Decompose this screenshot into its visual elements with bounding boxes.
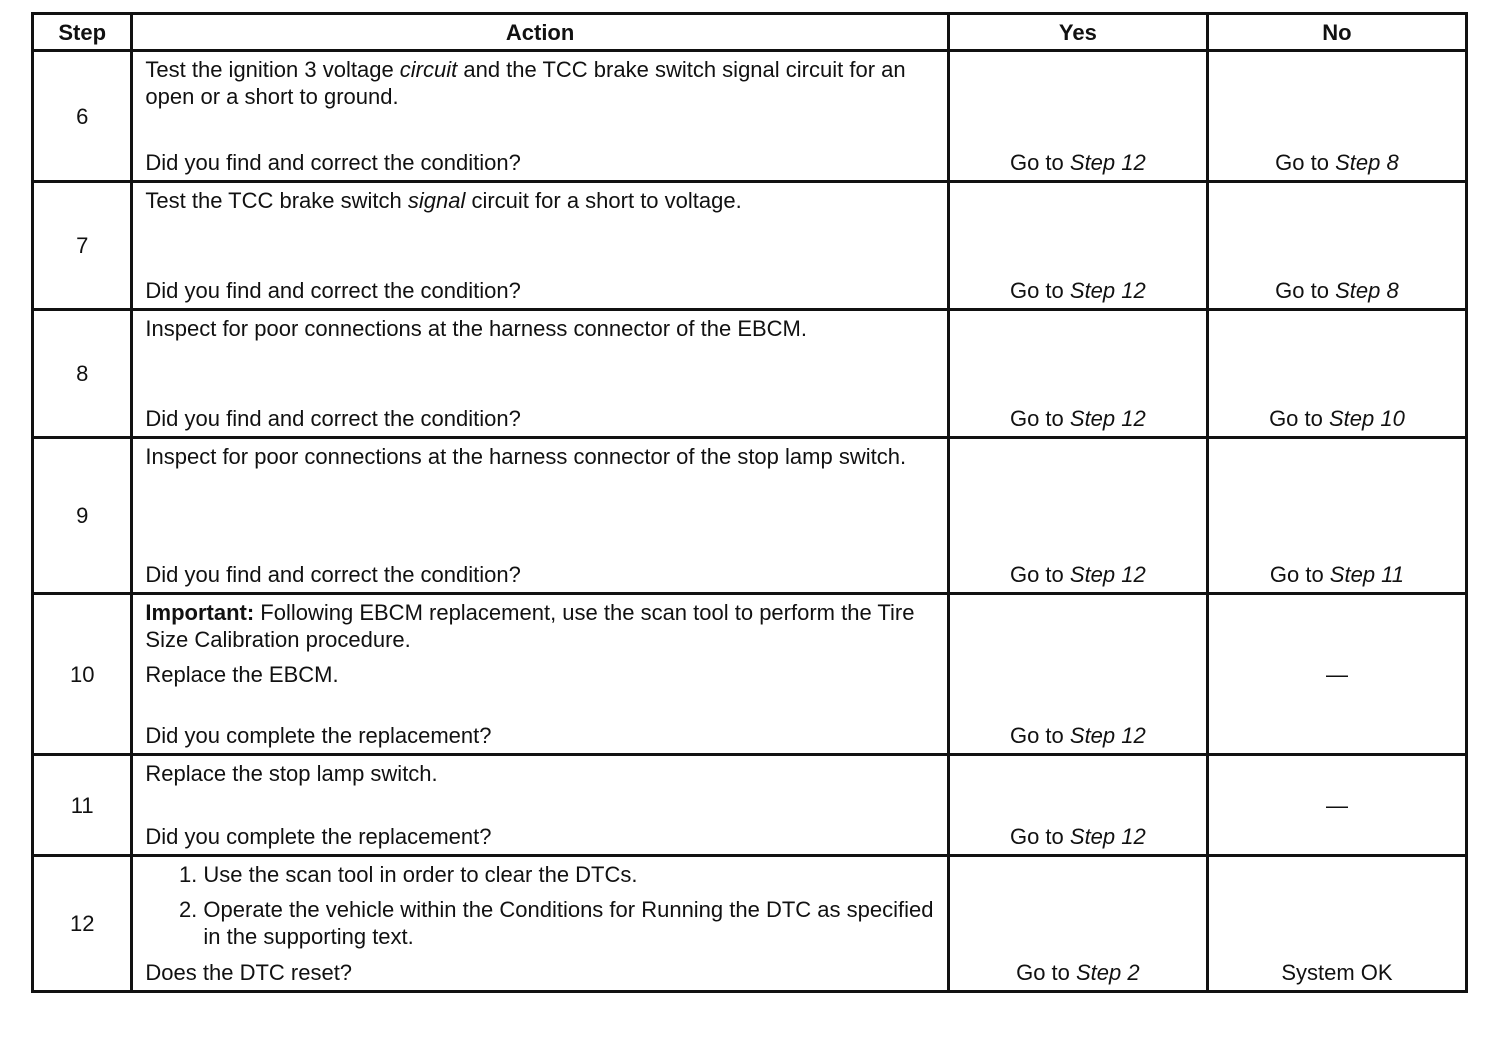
action-cell xyxy=(132,310,948,438)
action-text: Test the TCC brake switch signal circuit for a short to voltage. xyxy=(145,188,742,213)
yes-cell: Go to Step 2 xyxy=(948,856,1207,992)
table-row xyxy=(33,310,1467,438)
action-prompt: Did you complete the replacement? xyxy=(145,824,492,849)
no-cell: — xyxy=(1207,755,1466,856)
action-prompt: Does the DTC reset? xyxy=(145,960,353,985)
action-cell xyxy=(132,594,948,755)
yes-cell: Go to Step 12 xyxy=(948,51,1207,182)
table-row xyxy=(33,51,1467,182)
step-number: 9 xyxy=(33,438,132,594)
action-cell xyxy=(132,438,948,594)
action-cell xyxy=(132,755,948,856)
step-number: 12 xyxy=(33,856,132,992)
header-yes: Yes xyxy=(948,14,1207,51)
action-text: Test the ignition 3 voltage circuit and the TCC brake switch signal circuit for an open or a short to ground. xyxy=(145,57,906,109)
step-number: 11 xyxy=(33,755,132,856)
header-row xyxy=(33,14,1467,51)
table-row xyxy=(33,594,1467,755)
step-number: 8 xyxy=(33,310,132,438)
step-number: 6 xyxy=(33,51,132,182)
no-cell: Go to Step 11 xyxy=(1207,438,1466,594)
action-text: Inspect for poor connections at the harness connector of the EBCM. xyxy=(145,316,807,341)
step-number: 7 xyxy=(33,182,132,310)
header-action: Action xyxy=(132,14,948,51)
action-cell xyxy=(132,51,948,182)
list-item: 2. Operate the vehicle within the Conditions for Running the DTC as specified in the supporting text. xyxy=(203,896,936,950)
table-row xyxy=(33,182,1467,310)
yes-cell: Go to Step 12 xyxy=(948,755,1207,856)
action-prompt: Did you find and correct the condition? xyxy=(145,406,521,431)
no-cell: Go to Step 10 xyxy=(1207,310,1466,438)
action-text: Inspect for poor connections at the harness connector of the stop lamp switch. xyxy=(145,444,907,469)
no-cell: Go to Step 8 xyxy=(1207,182,1466,310)
action-instruction: Replace the EBCM. xyxy=(145,662,339,687)
action-text xyxy=(145,599,936,688)
procedure-list xyxy=(145,861,936,950)
action-cell xyxy=(132,182,948,310)
table-row xyxy=(33,856,1467,992)
action-prompt: Did you complete the replacement? xyxy=(145,723,492,748)
no-cell: Go to Step 8 xyxy=(1207,51,1466,182)
yes-cell: Go to Step 12 xyxy=(948,182,1207,310)
action-prompt: Did you find and correct the condition? xyxy=(145,562,521,587)
yes-cell: Go to Step 12 xyxy=(948,438,1207,594)
yes-cell: Go to Step 12 xyxy=(948,310,1207,438)
list-item: 1. Use the scan tool in order to clear the DTCs. xyxy=(203,861,936,888)
yes-cell: Go to Step 12 xyxy=(948,594,1207,755)
no-cell: System OK xyxy=(1207,856,1466,992)
table-row xyxy=(33,438,1467,594)
no-cell: — xyxy=(1207,594,1466,755)
important-note: Important: Following EBCM replacement, use the scan tool to perform the Tire Size Calibration procedure. xyxy=(145,600,915,652)
header-step: Step xyxy=(33,14,132,51)
diagnostic-table xyxy=(31,12,1468,993)
header-no: No xyxy=(1207,14,1466,51)
action-prompt: Did you find and correct the condition? xyxy=(145,150,521,175)
action-text: Replace the stop lamp switch. xyxy=(145,761,438,786)
action-cell xyxy=(132,856,948,992)
step-number: 10 xyxy=(33,594,132,755)
table-row xyxy=(33,755,1467,856)
action-prompt: Did you find and correct the condition? xyxy=(145,278,521,303)
